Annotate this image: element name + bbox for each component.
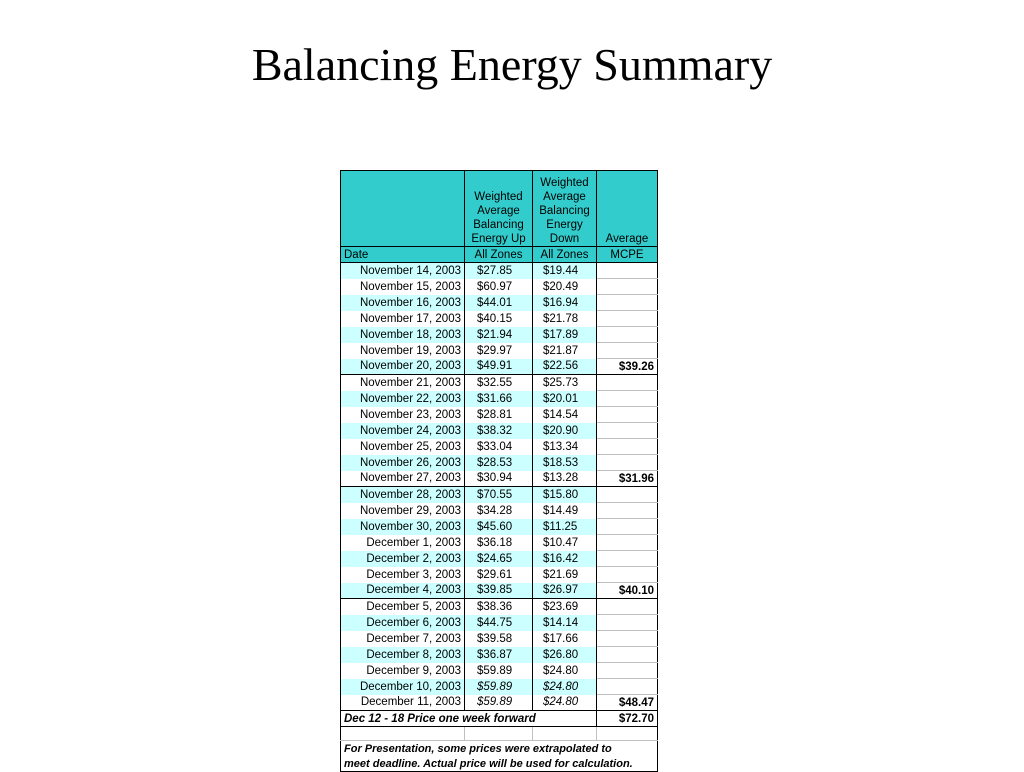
mcpe-cell [597,631,658,647]
header-mcpe [597,171,658,247]
table-row [341,647,658,663]
date-cell: November 22, 2003 [341,391,465,407]
energy-up-cell: $27.85 [465,263,533,279]
mcpe-cell [597,679,658,695]
date-cell: December 11, 2003 [341,695,465,711]
blank-cell [341,727,465,741]
energy-up-cell: $24.65 [465,551,533,567]
table-row [341,423,658,439]
mcpe-cell [597,263,658,279]
mcpe-cell [597,551,658,567]
table-row [341,695,658,711]
mcpe-cell [597,487,658,503]
energy-up-cell: $39.85 [465,583,533,599]
date-cell: November 20, 2003 [341,359,465,375]
forward-label: Dec 12 - 18 Price one week forward [341,711,597,727]
header-energy-up [465,171,533,247]
date-cell: November 16, 2003 [341,295,465,311]
table-row [341,343,658,359]
blank-cell [533,727,597,741]
date-cell: November 18, 2003 [341,327,465,343]
energy-up-cell: $59.89 [465,679,533,695]
mcpe-cell [597,391,658,407]
table-row [341,375,658,391]
slide-title: Balancing Energy Summary [251,39,773,90]
balancing-energy-table [340,170,658,772]
table-row [341,567,658,583]
energy-up-cell: $28.53 [465,455,533,471]
table-row [341,487,658,503]
table-row [341,359,658,375]
table-row [341,295,658,311]
energy-down-cell: $22.56 [533,359,597,375]
energy-up-cell: $36.87 [465,647,533,663]
mcpe-cell [597,455,658,471]
date-cell: December 8, 2003 [341,647,465,663]
header-mcpe-sub: MCPE [597,247,658,263]
date-cell: November 15, 2003 [341,279,465,295]
date-cell: December 4, 2003 [341,583,465,599]
mcpe-cell: $39.26 [597,359,658,375]
energy-up-cell: $39.58 [465,631,533,647]
energy-down-cell: $14.49 [533,503,597,519]
table-row [341,519,658,535]
mcpe-cell [597,295,658,311]
date-cell: December 6, 2003 [341,615,465,631]
energy-down-cell: $14.14 [533,615,597,631]
header-down-zones: All Zones [533,247,597,263]
energy-down-cell: $20.01 [533,391,597,407]
mcpe-cell [597,407,658,423]
table-row [341,391,658,407]
energy-down-cell: $11.25 [533,519,597,535]
energy-down-cell: $16.94 [533,295,597,311]
energy-down-cell: $25.73 [533,375,597,391]
energy-down-cell: $15.80 [533,487,597,503]
energy-up-cell: $29.97 [465,343,533,359]
mcpe-cell [597,647,658,663]
mcpe-cell [597,503,658,519]
forward-row [341,711,658,727]
forward-value: $72.70 [597,711,658,727]
date-cell: November 29, 2003 [341,503,465,519]
header-up-zones: All Zones [465,247,533,263]
table-row [341,311,658,327]
energy-down-cell: $21.69 [533,567,597,583]
header-energy-up-line4: Energy Up [471,233,526,245]
table-row [341,599,658,615]
header-energy-up-line2: Average [477,205,520,217]
table-row [341,503,658,519]
date-cell: December 7, 2003 [341,631,465,647]
energy-up-cell: $33.04 [465,439,533,455]
mcpe-cell [597,519,658,535]
energy-up-cell: $31.66 [465,391,533,407]
date-cell: November 23, 2003 [341,407,465,423]
date-cell: November 27, 2003 [341,471,465,487]
blank-row [341,727,658,741]
energy-up-cell: $34.28 [465,503,533,519]
date-cell: November 26, 2003 [341,455,465,471]
mcpe-cell [597,375,658,391]
energy-up-cell: $29.61 [465,567,533,583]
date-cell: December 9, 2003 [341,663,465,679]
table-row [341,583,658,599]
date-cell: November 14, 2003 [341,263,465,279]
date-cell: November 30, 2003 [341,519,465,535]
energy-up-cell: $40.15 [465,311,533,327]
table-row [341,263,658,279]
table-row [341,407,658,423]
energy-down-cell: $24.80 [533,695,597,711]
energy-down-cell: $23.69 [533,599,597,615]
date-cell: November 21, 2003 [341,375,465,391]
energy-down-cell: $20.90 [533,423,597,439]
date-cell: December 5, 2003 [341,599,465,615]
note-line-2: meet deadline. Actual price will be used for calculation. [341,756,658,772]
table-row [341,535,658,551]
blank-cell [597,727,658,741]
energy-up-cell: $30.94 [465,471,533,487]
table-row [341,455,658,471]
table-row [341,279,658,295]
energy-up-cell: $59.89 [465,663,533,679]
energy-up-cell: $44.01 [465,295,533,311]
date-cell: December 1, 2003 [341,535,465,551]
mcpe-cell: $40.10 [597,583,658,599]
mcpe-cell [597,343,658,359]
energy-down-cell: $16.42 [533,551,597,567]
mcpe-cell [597,423,658,439]
energy-down-cell: $14.54 [533,407,597,423]
header-energy-down-line3: Balancing [539,205,590,217]
energy-up-cell: $36.18 [465,535,533,551]
energy-up-cell: $32.55 [465,375,533,391]
energy-down-cell: $13.34 [533,439,597,455]
energy-down-cell: $17.89 [533,327,597,343]
energy-up-cell: $59.89 [465,695,533,711]
table-row [341,551,658,567]
date-cell: November 28, 2003 [341,487,465,503]
mcpe-cell: $48.47 [597,695,658,711]
table-row [341,327,658,343]
mcpe-cell [597,439,658,455]
table-row [341,631,658,647]
table-row [341,663,658,679]
blank-cell [465,727,533,741]
energy-up-cell: $28.81 [465,407,533,423]
mcpe-cell: $31.96 [597,471,658,487]
date-cell: December 10, 2003 [341,679,465,695]
date-cell: November 25, 2003 [341,439,465,455]
header-energy-up-line3: Balancing [473,219,524,231]
date-cell: December 3, 2003 [341,567,465,583]
energy-up-cell: $21.94 [465,327,533,343]
energy-down-cell: $19.44 [533,263,597,279]
energy-up-cell: $45.60 [465,519,533,535]
header-energy-down [533,171,597,247]
mcpe-cell [597,311,658,327]
note-row-1 [341,741,658,757]
energy-down-cell: $26.97 [533,583,597,599]
header-date-blank [341,171,465,247]
header-energy-down-line5: Down [549,233,580,245]
header-energy-up-line1: Weighted [474,191,523,203]
mcpe-cell [597,327,658,343]
mcpe-cell [597,567,658,583]
header-energy-down-line2: Average [543,191,586,203]
energy-down-cell: $10.47 [533,535,597,551]
energy-down-cell: $17.66 [533,631,597,647]
header-date: Date [341,247,465,263]
table-row [341,439,658,455]
energy-down-cell: $20.49 [533,279,597,295]
energy-down-cell: $24.80 [533,663,597,679]
mcpe-cell [597,279,658,295]
energy-up-cell: $60.97 [465,279,533,295]
energy-up-cell: $49.91 [465,359,533,375]
energy-down-cell: $26.80 [533,647,597,663]
mcpe-cell [597,663,658,679]
energy-down-cell: $21.87 [533,343,597,359]
date-cell: December 2, 2003 [341,551,465,567]
mcpe-cell [597,615,658,631]
energy-up-cell: $70.55 [465,487,533,503]
energy-down-cell: $21.78 [533,311,597,327]
header-energy-down-line1: Weighted [540,177,589,189]
energy-down-cell: $24.80 [533,679,597,695]
mcpe-cell [597,535,658,551]
table-row [341,471,658,487]
table-body [341,263,658,711]
header-energy-down-line4: Energy [546,219,583,231]
table-row [341,679,658,695]
energy-up-cell: $44.75 [465,615,533,631]
header-mcpe-line1: Average [605,233,649,245]
energy-down-cell: $13.28 [533,471,597,487]
note-row-2 [341,756,658,772]
date-cell: November 17, 2003 [341,311,465,327]
mcpe-cell [597,599,658,615]
table-row [341,615,658,631]
energy-up-cell: $38.36 [465,599,533,615]
energy-up-cell: $38.32 [465,423,533,439]
date-cell: November 19, 2003 [341,343,465,359]
energy-down-cell: $18.53 [533,455,597,471]
note-line-1: For Presentation, some prices were extrapolated to [341,741,658,757]
date-cell: November 24, 2003 [341,423,465,439]
